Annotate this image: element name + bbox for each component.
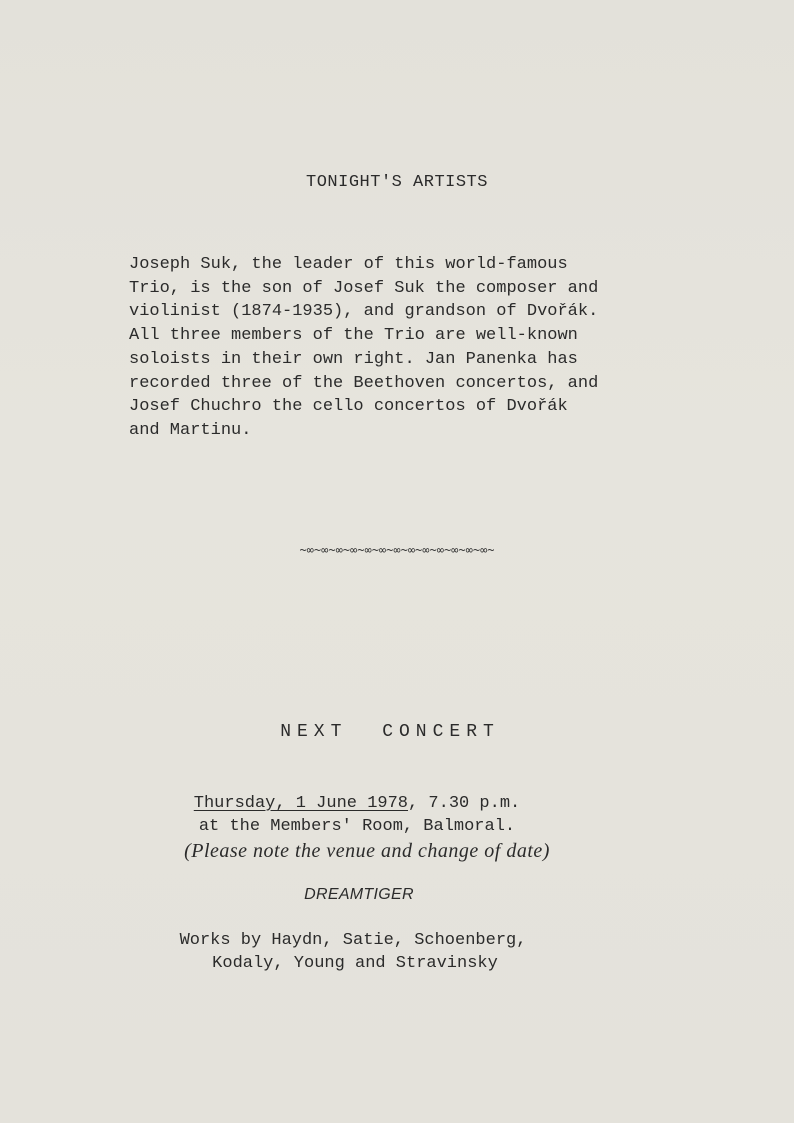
works-line: Works by Haydn, Satie, Schoenberg, [179, 931, 527, 950]
paragraph-line: soloists in their own right. Jan Panenka has [129, 349, 578, 369]
concert-date-line [0, 794, 754, 813]
venue-change-note: (Please note the venue and change of date) [184, 840, 550, 862]
ornamental-divider: ~∞~∞~∞~∞~∞~∞~∞~∞~∞~∞~∞~∞~∞~ [299, 543, 495, 557]
concert-date: Thursday, 1 June 1978 [193, 794, 409, 813]
next-concert-heading: NEXT CONCERT [280, 722, 500, 742]
paragraph-line: recorded three of the Beethoven concertos, and [129, 373, 599, 393]
concert-time: , 7.30 p.m. [408, 794, 521, 813]
performer-name: DREAMTIGER [304, 886, 414, 903]
tonights-artists-heading: TONIGHT'S ARTISTS [306, 173, 488, 192]
paragraph-line: and Martinu. [129, 420, 252, 440]
paragraph-line: violinist (1874-1935), and grandson of Dvořák. [129, 302, 599, 322]
paragraph-line: Joseph Suk, the leader of this world-famous [129, 255, 568, 274]
concert-venue: at the Members' Room, Balmoral. [198, 817, 516, 836]
paragraph-line: Josef Chuchro the cello concertos of Dvořák [129, 397, 568, 417]
works-line: Kodaly, Young and Stravinsky [212, 954, 498, 973]
paragraph-line: Trio, is the son of Josef Suk the composer and [129, 278, 599, 298]
artists-paragraph [129, 253, 689, 443]
paragraph-line: All three members of the Trio are well-known [129, 326, 578, 346]
